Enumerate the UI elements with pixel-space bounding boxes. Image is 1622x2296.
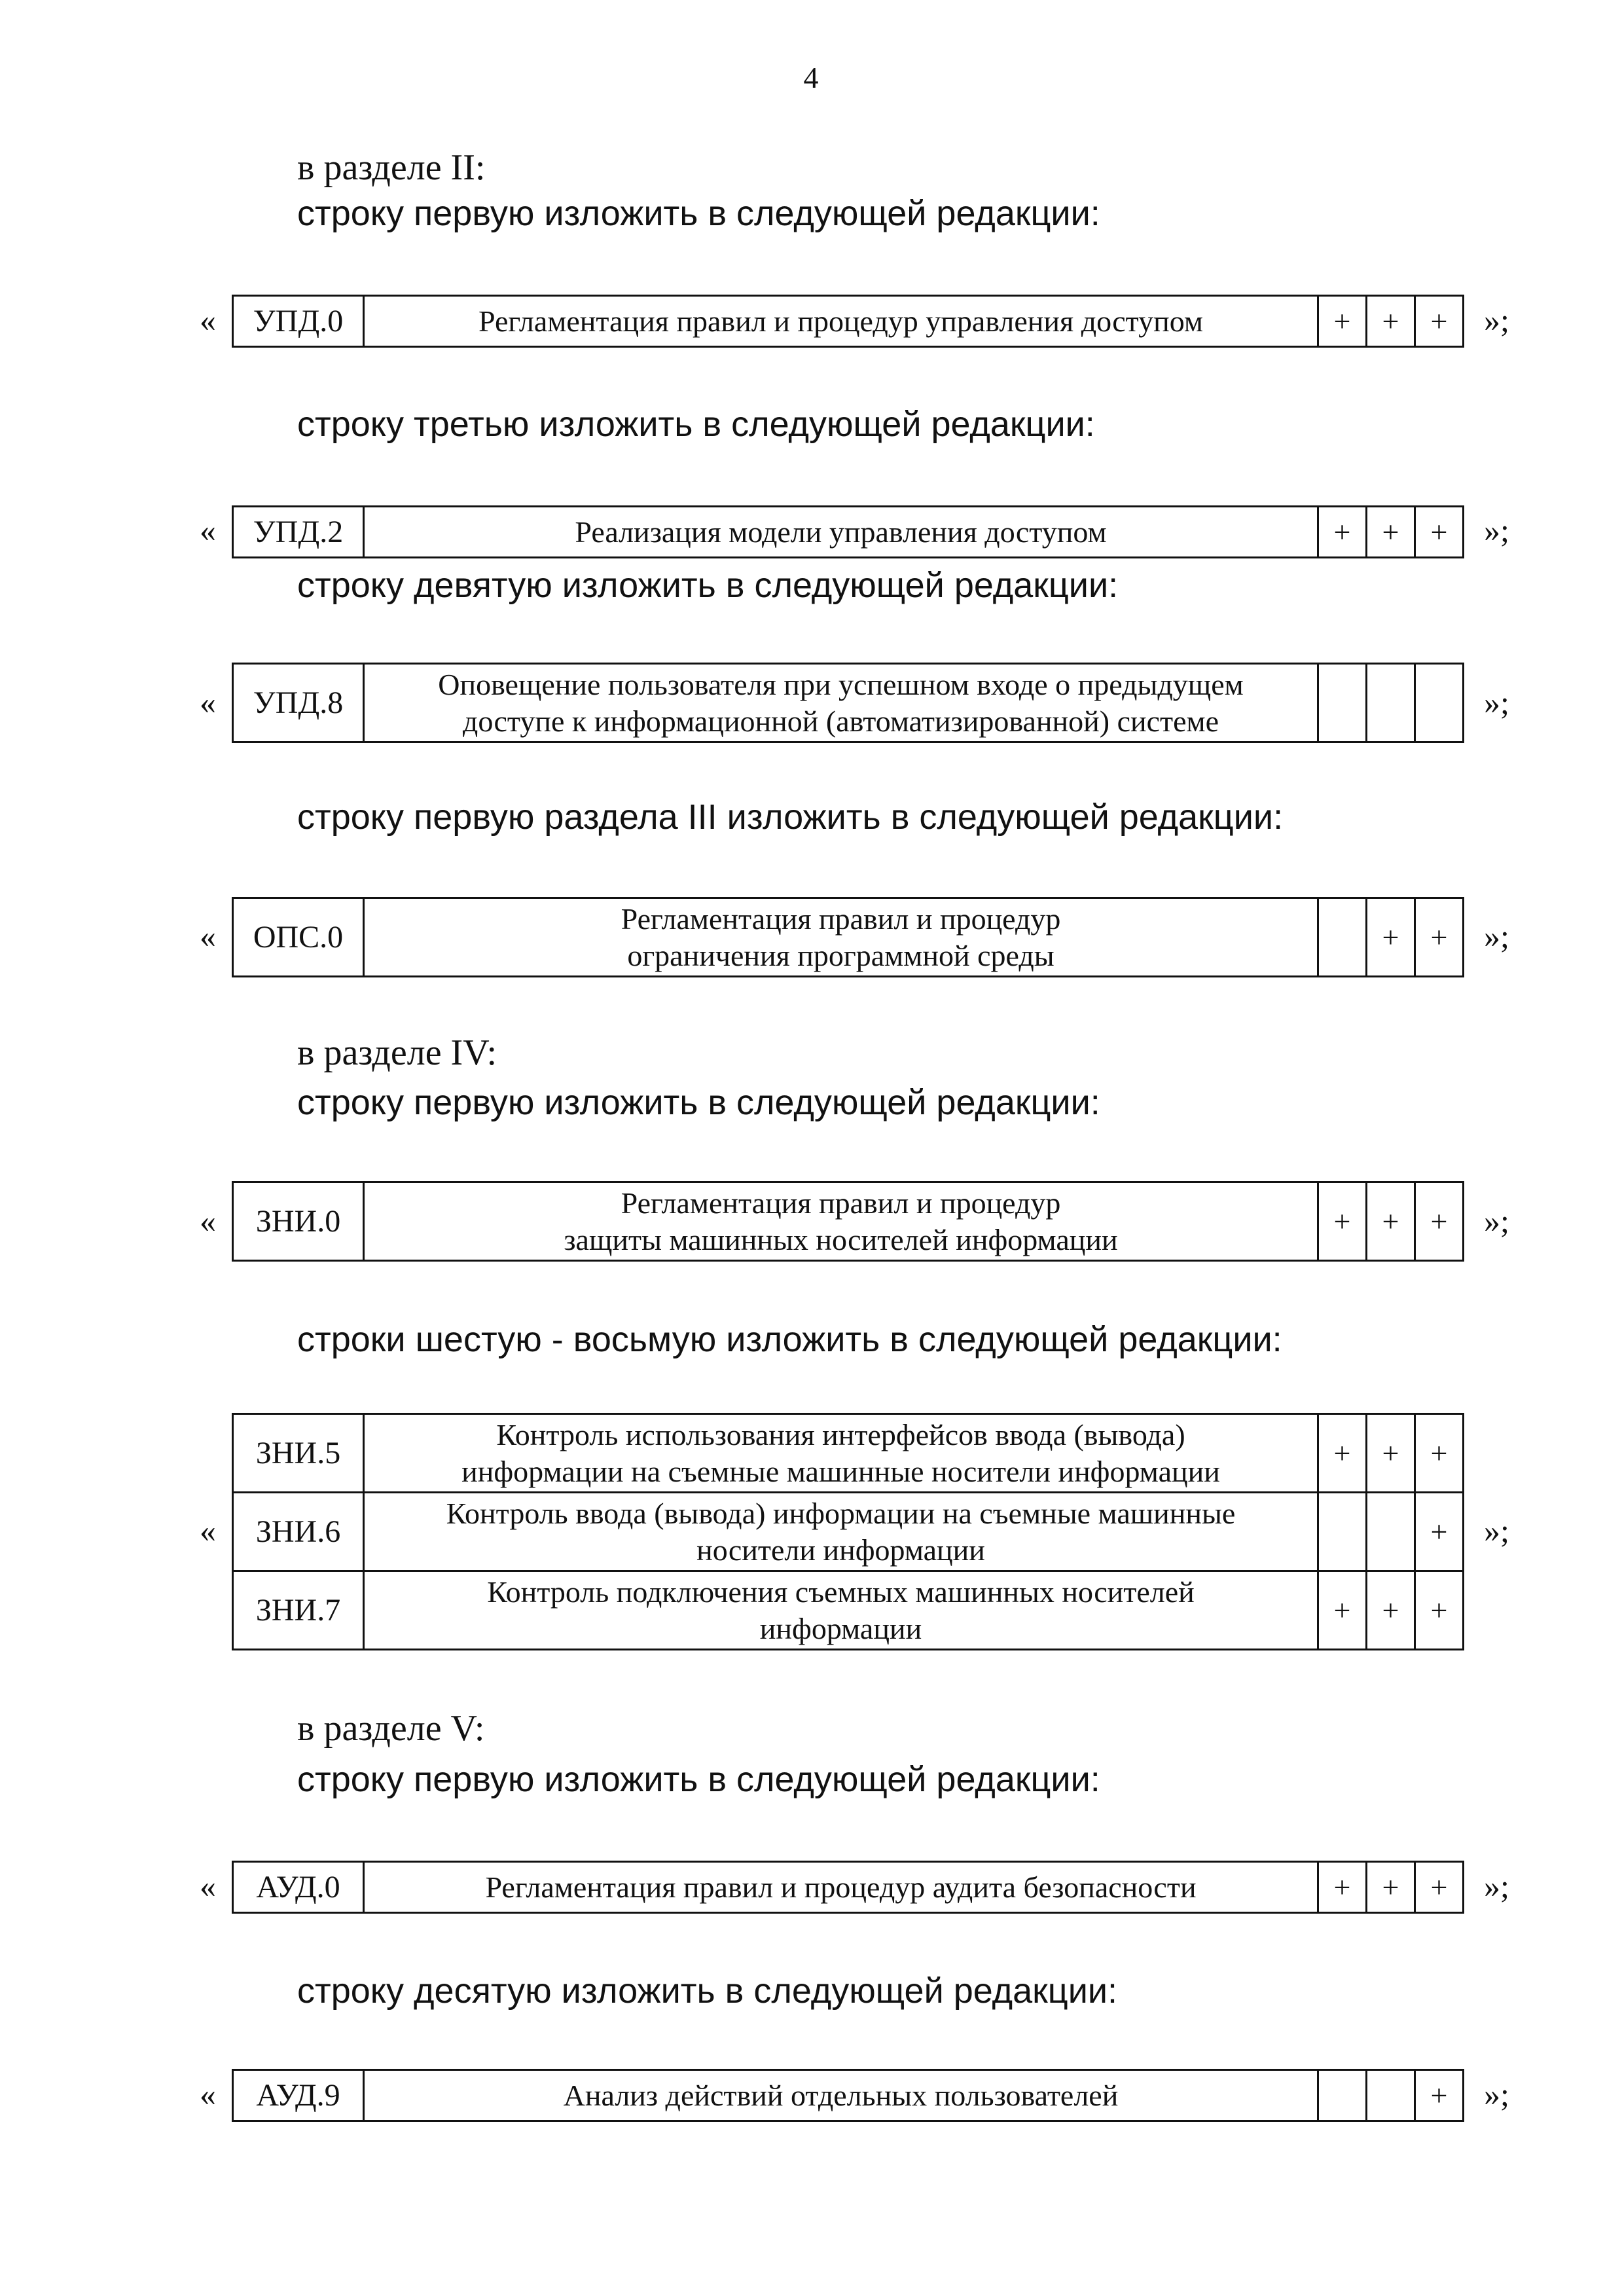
instruction-text: строку десятую изложить в следующей редакции: [297,1971,1118,2011]
amendment-table [232,1413,1464,1650]
mark-cell: + [1318,1571,1367,1650]
mark-cell [1415,664,1464,742]
mark-cell: + [1415,1182,1464,1261]
mark-cell: + [1318,296,1367,347]
close-quote: »; [1484,918,1509,955]
mark-cell: + [1318,1862,1367,1913]
measure-code: ЗНИ.0 [233,1182,364,1261]
section-heading-5: в разделе V: [297,1708,485,1749]
close-quote: »; [1484,1203,1509,1239]
amendment-table [232,295,1464,348]
table-row [233,1862,1464,1913]
page-number: 4 [803,61,819,94]
instruction-text: строки шестую - восьмую изложить в следующей редакции: [297,1320,1282,1359]
measure-name [364,664,1318,742]
section-heading-2: в разделе II: [297,147,486,188]
amendment-table [232,663,1464,743]
open-quote: « [200,1203,216,1239]
measure-name [364,898,1318,977]
open-quote: « [200,1512,216,1549]
instruction-text: строку первую изложить в следующей редакции: [297,1760,1100,1799]
open-quote: « [200,1868,216,1904]
mark-cell: + [1367,898,1415,977]
instruction-text: строку третью изложить в следующей редакции: [297,405,1095,444]
measure-name-line: Контроль ввода (вывода) информации на съемные машинные [446,1496,1236,1530]
instruction-text: строку первую изложить в следующей редакции: [297,194,1100,233]
open-quote: « [200,512,216,549]
open-quote: « [200,2076,216,2113]
mark-cell: + [1415,296,1464,347]
mark-cell: + [1367,1862,1415,1913]
section-heading-4: в разделе IV: [297,1032,497,1073]
measure-name [364,1182,1318,1261]
mark-cell [1318,664,1367,742]
amendment-table [232,2069,1464,2122]
measure-name-line: Оповещение пользователя при успешном входе о предыдущем [438,667,1244,701]
measure-code: УПД.2 [233,507,364,558]
open-quote: « [200,684,216,721]
mark-cell: + [1415,507,1464,558]
table-row [233,296,1464,347]
mark-cell: + [1318,1182,1367,1261]
table-row [233,1182,1464,1261]
table-row [233,507,1464,558]
instruction-text: строку девятую изложить в следующей редакции: [297,566,1119,605]
mark-cell: + [1367,1414,1415,1493]
close-quote: »; [1484,302,1509,338]
mark-cell: + [1415,1571,1464,1650]
amendment-table [232,1181,1464,1262]
amendment-table [232,897,1464,977]
measure-name-line: доступе к информационной (автоматизированной) системе [462,704,1219,738]
mark-cell: + [1415,1862,1464,1913]
mark-cell: + [1367,1571,1415,1650]
close-quote: »; [1484,1512,1509,1549]
measure-name: Регламентация правил и процедур аудита безопасности [364,1862,1318,1913]
table-row [233,664,1464,742]
instruction-text: строку первую раздела III изложить в следующей редакции: [297,797,1284,837]
measure-name-line: Регламентация правил и процедур [621,1186,1061,1220]
table-row [233,1571,1464,1650]
measure-code: УПД.0 [233,296,364,347]
open-quote: « [200,918,216,955]
instruction-text: строку первую изложить в следующей редакции: [297,1083,1100,1122]
mark-cell: + [1367,507,1415,558]
measure-name [364,1571,1318,1650]
mark-cell: + [1367,1182,1415,1261]
mark-cell: + [1415,2070,1464,2121]
close-quote: »; [1484,512,1509,549]
mark-cell: + [1367,296,1415,347]
measure-name: Анализ действий отдельных пользователей [364,2070,1318,2121]
measure-name [364,1414,1318,1493]
mark-cell: + [1415,1414,1464,1493]
measure-name-line: ограничения программной среды [627,938,1054,972]
measure-name-line: Контроль подключения съемных машинных носителей [487,1575,1195,1609]
table-row [233,898,1464,977]
measure-code: УПД.8 [233,664,364,742]
measure-name-line: информации [759,1611,922,1645]
mark-cell: + [1318,507,1367,558]
open-quote: « [200,302,216,338]
measure-code: ОПС.0 [233,898,364,977]
mark-cell: + [1415,898,1464,977]
measure-name: Реализация модели управления доступом [364,507,1318,558]
measure-code: ЗНИ.5 [233,1414,364,1493]
table-row [233,1493,1464,1571]
measure-code: ЗНИ.6 [233,1493,364,1571]
table-row [233,2070,1464,2121]
mark-cell [1318,898,1367,977]
amendment-table [232,505,1464,558]
measure-name-line: Регламентация правил и процедур [621,902,1061,936]
mark-cell: + [1415,1493,1464,1571]
mark-cell: + [1318,1414,1367,1493]
mark-cell [1318,1493,1367,1571]
close-quote: »; [1484,684,1509,721]
mark-cell [1367,2070,1415,2121]
measure-name: Регламентация правил и процедур управления доступом [364,296,1318,347]
close-quote: »; [1484,1868,1509,1904]
measure-code: ЗНИ.7 [233,1571,364,1650]
measure-name-line: информации на съемные машинные носители информации [461,1454,1220,1488]
table-row [233,1414,1464,1493]
measure-name-line: носители информации [696,1533,985,1567]
mark-cell [1318,2070,1367,2121]
mark-cell [1367,1493,1415,1571]
close-quote: »; [1484,2076,1509,2113]
measure-name-line: Контроль использования интерфейсов ввода (вывода) [496,1417,1185,1451]
measure-name-line: защиты машинных носителей информации [564,1222,1118,1256]
measure-code: АУД.0 [233,1862,364,1913]
amendment-table [232,1861,1464,1914]
measure-name [364,1493,1318,1571]
measure-code: АУД.9 [233,2070,364,2121]
mark-cell [1367,664,1415,742]
